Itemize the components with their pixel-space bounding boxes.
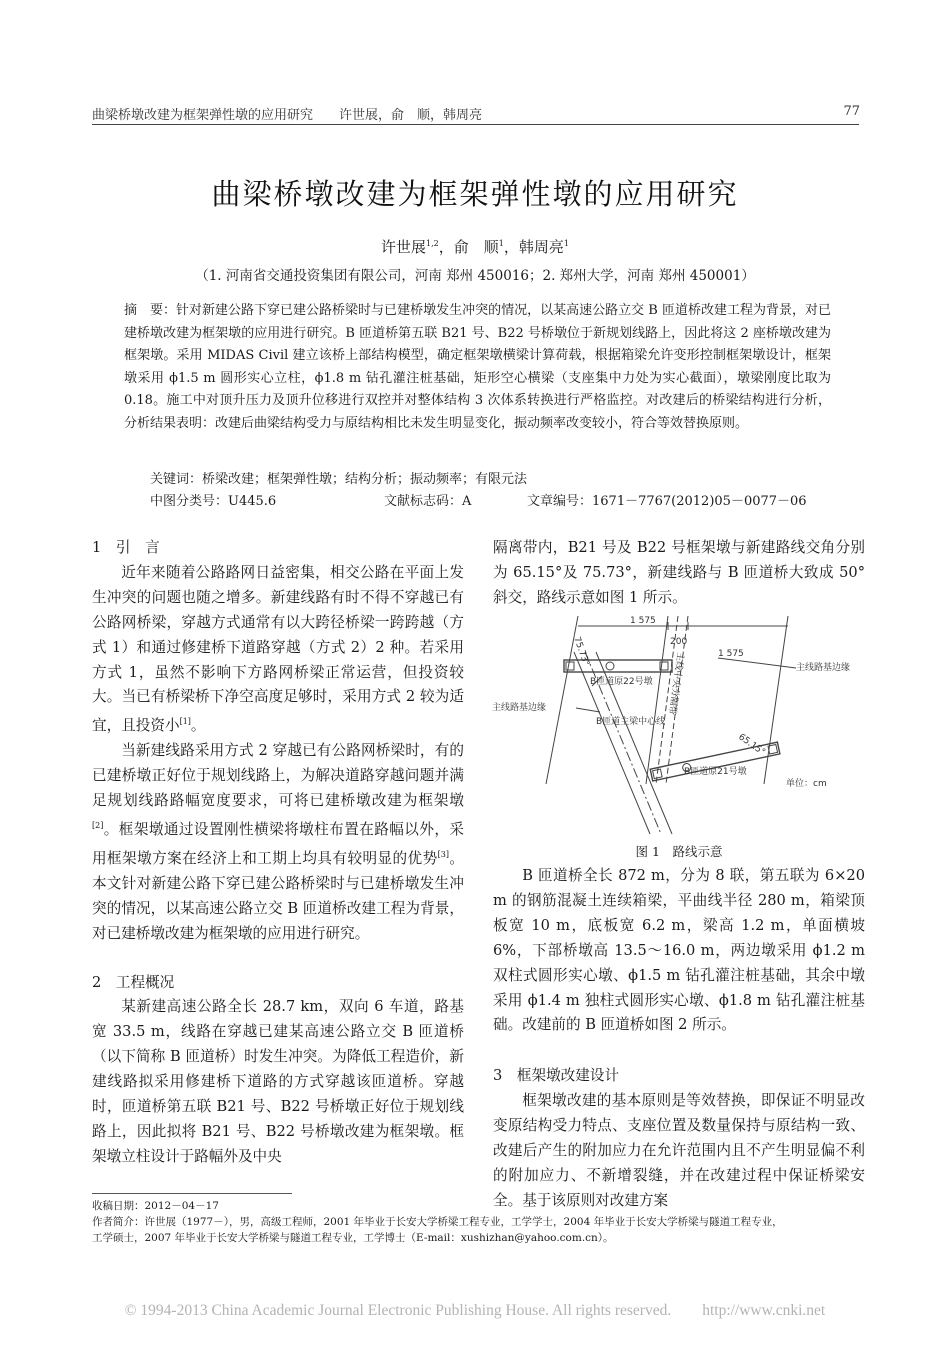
pier-column (566, 662, 574, 670)
paragraph-text: 。框架墩通过设置刚性横梁将墩柱布置在路幅以外，采用框架墩方案在经济上和工期上均具有较明显的优势 (92, 820, 464, 867)
author-name: 许世展 (381, 238, 427, 256)
paragraph-continuation: 隔离带内，B21 号及 B22 号框架墩与新建路线交角分别为 65.15°及 75.73°，新建线路与 B 匝道桥大致成 50°斜交，路线示意如图 1 所示。 (493, 539, 865, 606)
affiliations: （1. 河南省交通投资集团有限公司，河南 郑州 450016；2. 郑州大学，河南 郑州 450001） (195, 268, 755, 284)
paragraph-text: 近年来随着公路路网日益密集，相交公路在平面上发生冲突的问题也随之增多。新建线路有时不得不穿越已有公路网桥梁，穿越方式通常有以大跨径桥梁一跨跨越（方式 1）和通过修建桥下道路穿越（方式 2）2 种。若采用方式 1，虽然不影响下方路网桥梁正常运营，但投资较大。当已有桥梁桥下净空高度足够时，采用方式 2 较为适宜，且投资小 (92, 563, 464, 735)
leader-line (576, 708, 600, 712)
paragraph-text: 。本文针对新建公路下穿已建公路桥梁时与已建桥墩发生冲突的情况，以某高速公路立交 B 匝道桥改建工程为背景，对已建桥墩改建为框架墩的应用进行研究。 (92, 849, 464, 942)
citation[interactable]: [3] (437, 849, 449, 859)
road-edge-line (646, 616, 668, 784)
dimension-label: 1 575 (718, 649, 744, 659)
bearing-circle (606, 662, 614, 670)
page-number: 77 (843, 104, 860, 119)
paragraph (92, 739, 464, 946)
author-name: 韩周亮 (518, 238, 564, 256)
section-heading: 3 框架墩改建设计 (493, 1067, 620, 1085)
author-affil-mark: 1,2 (426, 239, 439, 248)
angle-label: 75.73° (571, 635, 591, 668)
right-column-bottom (493, 864, 865, 1214)
abstract-label: 摘 要： (124, 303, 177, 318)
watermark: © 1994-2013 China Academic Journal Electronic Publishing House. All rights reserved. http://www.cnki.net (124, 1302, 826, 1319)
figure-1-route-diagram (492, 612, 851, 834)
leader-line (718, 658, 796, 668)
author-bio: 工学硕士，2007 年毕业于长安大学桥梁与隧道工程专业，工学博士（E-mail：xushizhan@yahoo.com.cn）。 (92, 1232, 614, 1244)
paragraph: 近年来随着公路路网日益密集，相交公路在平面上发生冲突的问题也随之增多。新建线路有时不得不穿越已有公路网桥梁，穿越方式通常有以大跨径桥梁一跨跨越（方式 1）和通过修建桥下道路穿越（方式 2）2 种。若采用方式 1，虽然不影响下方路网桥梁正常运营，但投资较大。当已有桥梁桥下净空高度足够时，采用方式 2 较为适宜，且投资小[1]。 (92, 563, 464, 735)
article-number: 文章编号：1671－7767(2012)05－0077－06 (527, 494, 807, 509)
abstract-text: 针对新建公路下穿已建公路桥梁时与已建桥墩发生冲突的情况，以某高速公路立交 B 匝道桥改建工程为背景，对已建桥墩改建为框架墩的应用进行研究。B 匝道桥第五联 B21 号、B22 号桥墩位于新规划线路上，因此将这 2 座桥墩改建为框架墩。采用 MIDAS Civil 建立该桥上部结构模型，确定框架墩横梁计算荷载，根据箱梁允许变形控制框架墩设计，框架墩采用 ϕ1.5 m 圆形实心立柱，ϕ1.8 m 钻孔灌注桩基础，矩形空心横梁（支座集中力处为实心截面），墩梁刚度比取为 0.18。施工中对顶升压力及顶升位移进行双控并对整体结构 3 次体系转换进行严格监控。对改建后的桥梁结构进行分析，分析结果表明：改建后曲梁结构受力与原结构相比未发生明显变化，振动频率改变较小，符合等效替换原则。 (124, 303, 831, 431)
author-list: 许世展$^{1,2}$，俞 顺$^1$，韩周亮$^1$ (381, 238, 569, 256)
author-affil-mark: 1 (563, 239, 569, 248)
figure-caption: 图 1 路线示意 (635, 844, 723, 859)
running-header: 曲梁桥墩改建为框架弹性墩的应用研究 许世展，俞 顺，韩周亮 (92, 108, 483, 123)
abstract (124, 300, 831, 436)
road-edge-line (764, 616, 788, 784)
angle-label: 65.15° (736, 732, 767, 758)
section-heading: 1 引 言 (92, 539, 160, 556)
footnote-rule (92, 1193, 292, 1194)
document-code: 文献标志码：A (384, 494, 472, 509)
keywords: 关键词：桥梁改建；框架弹性墩；结构分析；振动频率；有限元法 (150, 472, 528, 487)
paragraph: 框架墩改建的基本原则是等效替换，即保证不明显改变原结构受力特点、支座位置及数量保持与原结构一致、改建后产生的附加应力在允许范围内且不产生明显偏不利的附加应力、不新增裂缝，并在改建过程中保证桥梁安全。基于该原则对改建方案 (493, 1092, 865, 1209)
median-label: 主线中央分隔带 (666, 651, 685, 716)
left-column (92, 536, 464, 1170)
paragraph-text: 当新建线路采用方式 2 穿越已有公路网桥梁时，有的已建桥墩正好位于规划线路上，为解决道路穿越问题并满足规划线路路幅宽度要求，可将已建桥墩改建为框架墩 (92, 742, 464, 810)
header-rule (92, 124, 859, 125)
received-date: 收稿日期：2012－04－17 (92, 1200, 219, 1212)
pier-label: B匝道原21号墩 (684, 767, 747, 777)
dimension-label: 200 (670, 637, 688, 647)
unit-label: 单位：cm (786, 779, 827, 789)
citation[interactable]: [1] (179, 717, 191, 727)
paper-title: 曲梁桥墩改建为框架弹性墩的应用研究 (211, 177, 739, 211)
road-edge-label: 主线路基边缘 (492, 703, 547, 713)
author-affil-mark: 1 (498, 239, 504, 248)
paragraph: 某新建高速公路全长 28.7 km，双向 6 车道，路基宽 33.5 m，线路在穿越已建某高速公路立交 B 匝道桥（以下简称 B 匝道桥）时发生冲突。为降低工程造价，新建线路拟采用修建桥下道路的方式穿越该匝道桥。穿越时，匝道桥第五联 B21 号、B22 号桥墩正好位于规划线路上，因此拟将 B21 号、B22 号桥墩改建为框架墩。框架墩立柱设计于路幅外及中央 (92, 998, 464, 1165)
footnote (92, 1198, 862, 1246)
paragraph: B 匝道桥全长 872 m，分为 8 联，第五联为 6×20 m 的钢筋混凝土连续箱梁，平曲线半径 280 m，箱梁顶板宽 10 m，底板宽 6.2 m，梁高 1.2 m，单面横坡 6%，下部桥墩高 13.5～16.0 m，两边墩采用 ϕ1.2 m 双柱式圆形实心墩、ϕ1.5 m 钻孔灌注桩基础，其余中墩采用 ϕ1.4 m 独柱式圆形实心墩、ϕ1.8 m 钻孔灌注桩基础。改建前的 B 匝道桥如图 2 所示。 (493, 867, 865, 1034)
author-bio: 作者简介：许世展（1977－），男，高级工程师，2001 年毕业于长安大学桥梁工程专业，工学学士，2004 年毕业于长安大学桥梁与隧道工程专业， (92, 1216, 783, 1228)
clc-number: 中图分类号：U445.6 (150, 494, 277, 509)
dimension-label: 1 575 (630, 616, 656, 626)
centerline-label: B匝道主梁中心线 (596, 717, 666, 727)
road-edge-label: 主线路基边缘 (796, 663, 851, 673)
author-name: 俞 顺 (453, 238, 499, 256)
pier-label: B匝道原22号墩 (590, 677, 653, 687)
citation[interactable]: [2] (92, 820, 104, 830)
section-heading: 2 工程概况 (92, 973, 175, 991)
right-column-top (493, 536, 865, 611)
